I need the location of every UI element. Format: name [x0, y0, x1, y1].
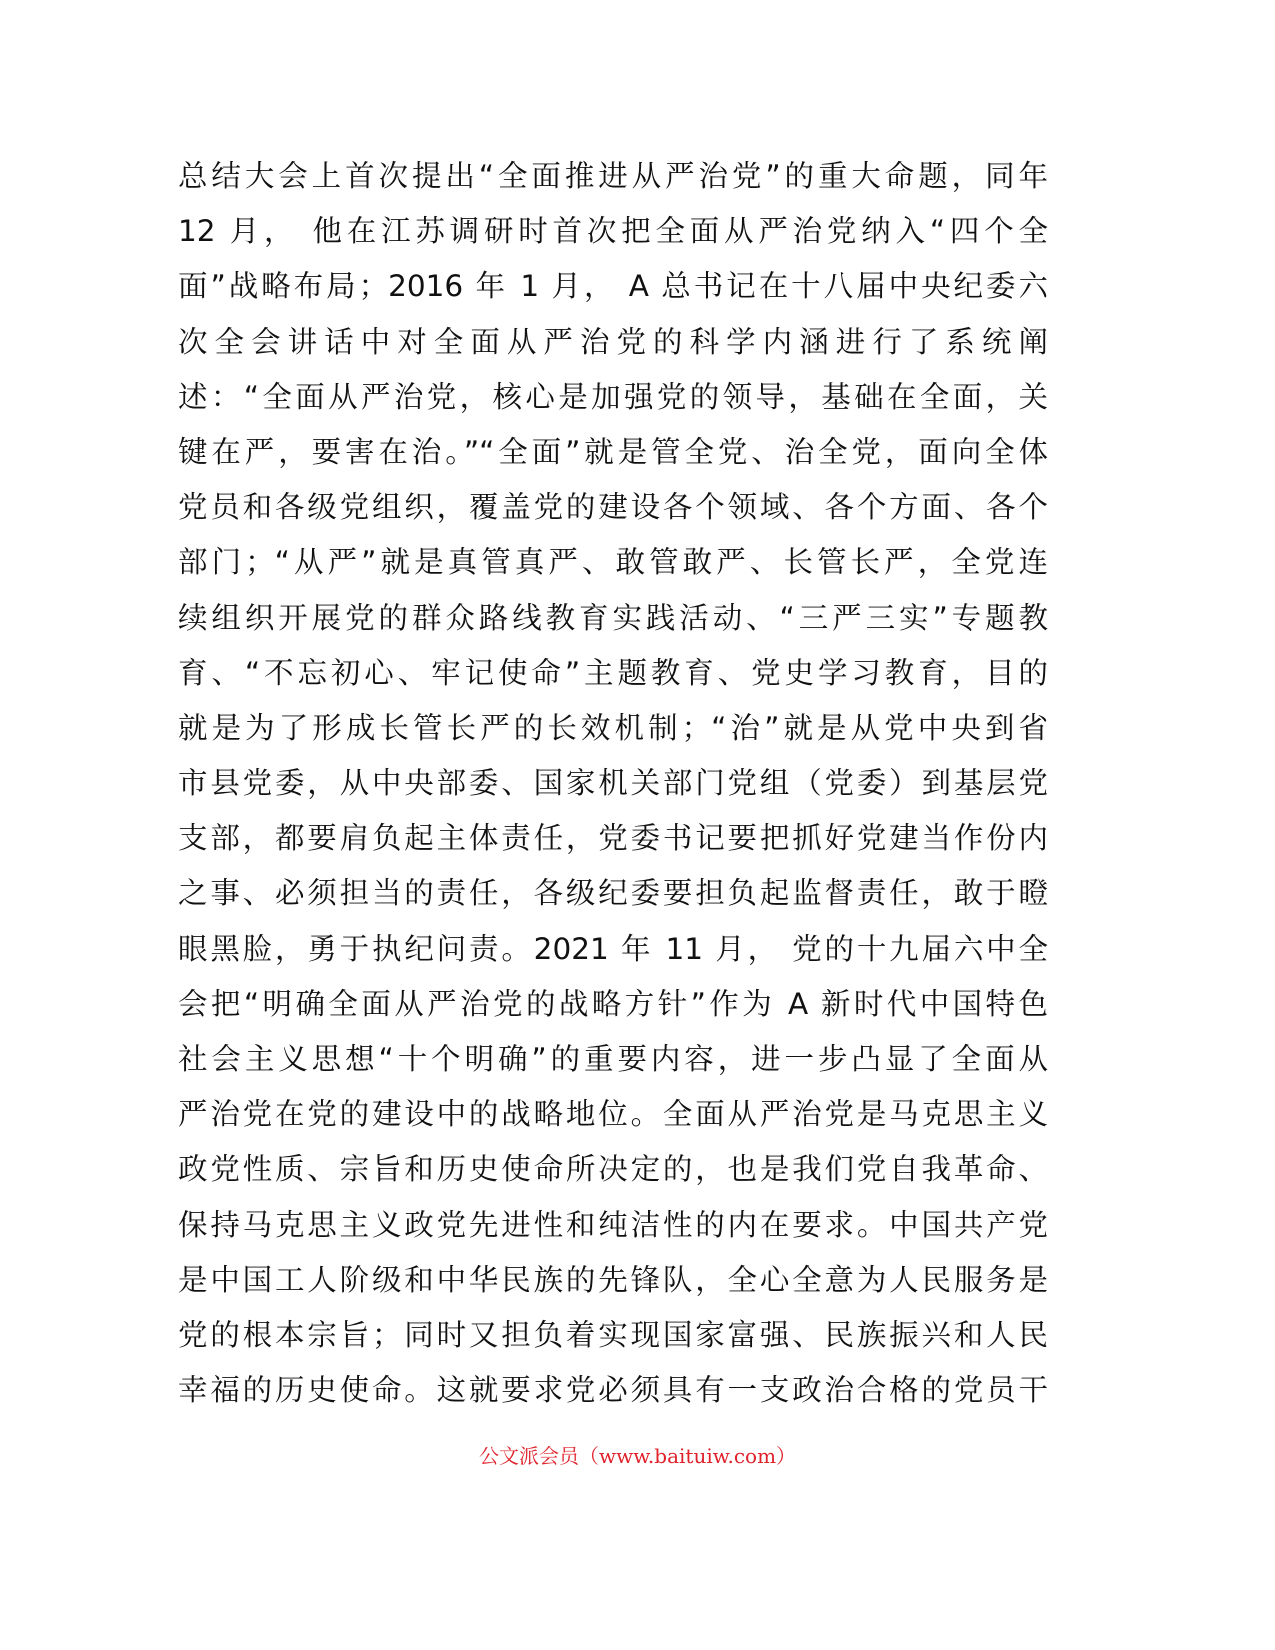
text-line: 政党性质、宗旨和历史使命所决定的，也是我们党自我革命、 — [178, 1152, 1048, 1187]
text-line: 部门；“从严”就是真管真严、敢管敢严、长管长严，全党连 — [178, 545, 1048, 580]
text-line: 市县党委，从中央部委、国家机关部门党组（党委）到基层党 — [178, 766, 1048, 801]
text-line: 社会主义思想“十个明确”的重要内容，进一步凸显了全面从 — [178, 1042, 1048, 1076]
text-line: 12 月， 他在江苏调研时首次把全面从严治党纳入“四个全 — [178, 214, 1048, 249]
text-line: 党员和各级党组织，覆盖党的建设各个领域、各个方面、各个 — [178, 490, 1048, 525]
text-line: 次全会讲话中对全面从严治党的科学内涵进行了系统阐 — [178, 324, 1048, 359]
text-line: 会把“明确全面从严治党的战略方针”作为 A 新时代中国特色 — [178, 986, 1048, 1021]
text-line: 幸福的历史使命。这就要求党必须具有一支政治合格的党员干 — [178, 1373, 1048, 1408]
text-line: 面”战略布局；2016 年 1 月， A 总书记在十八届中央纪委六 — [178, 269, 1048, 304]
text-line: 键在严，要害在治。”“全面”就是管全党、治全党，面向全体 — [178, 434, 1048, 469]
text-line: 保持马克思主义政党先进性和纯洁性的内在要求。中国共产党 — [178, 1207, 1048, 1242]
text-line: 育、“不忘初心、牢记使命”主题教育、党史学习教育，目的 — [178, 655, 1048, 690]
text-line: 就是为了形成长管长严的长效机制；“治”就是从党中央到省 — [178, 710, 1048, 745]
body-paragraph — [178, 149, 1048, 1418]
text-line: 之事、必须担当的责任，各级纪委要担负起监督责任，敢于瞪 — [178, 876, 1048, 911]
text-line: 党的根本宗旨；同时又担负着实现国家富强、民族振兴和人民 — [178, 1317, 1048, 1352]
text-line: 续组织开展党的群众路线教育实践活动、“三严三实”专题教 — [178, 600, 1048, 635]
text-line: 支部，都要肩负起主体责任，党委书记要把抓好党建当作份内 — [178, 821, 1048, 856]
text-line: 严治党在党的建设中的战略地位。全面从严治党是马克思主义 — [178, 1097, 1048, 1132]
footer-watermark: 公文派会员（www.baituiw.com） — [478, 1444, 797, 1468]
text-line: 述：“全面从严治党，核心是加强党的领导，基础在全面，关 — [178, 379, 1048, 414]
text-line: 总结大会上首次提出“全面推进从严治党”的重大命题，同年 — [178, 159, 1048, 193]
text-line: 眼黑脸，勇于执纪问责。2021 年 11 月， 党的十九届六中全 — [178, 931, 1048, 966]
text-line: 是中国工人阶级和中华民族的先锋队，全心全意为人民服务是 — [178, 1262, 1048, 1297]
